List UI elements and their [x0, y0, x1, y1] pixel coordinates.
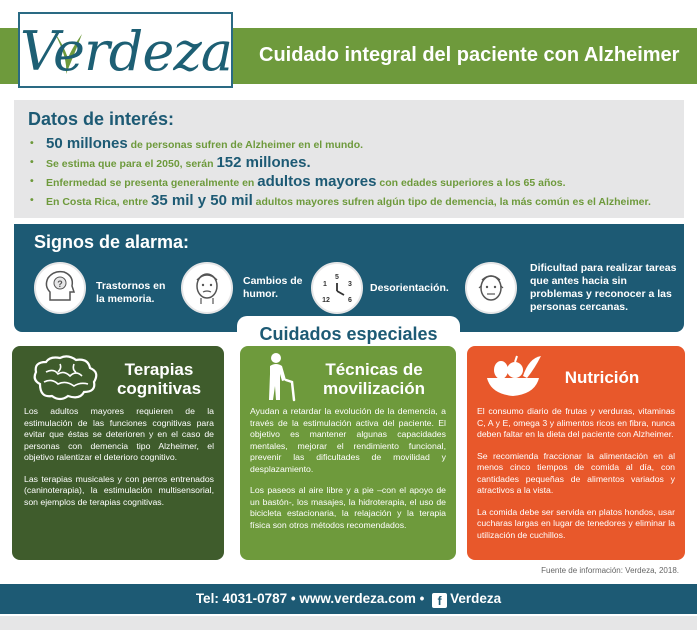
signo-text: Trastornos en la memoria.: [96, 280, 166, 305]
signo-text: Desorientación.: [370, 282, 449, 294]
footer-strip: [0, 616, 697, 630]
datos-title: Datos de interés:: [28, 109, 175, 129]
card-title: Nutrición: [564, 368, 640, 387]
datos-section: [14, 100, 684, 218]
brain-icon: [30, 354, 102, 404]
elderly-face-icon: [465, 262, 517, 314]
head-question-icon: [34, 262, 86, 314]
fruit-bowl-icon: [483, 354, 543, 398]
card-nutricion: [467, 346, 685, 560]
datos-item: • Se estima que para el 2050, serán 152 millones.: [30, 154, 311, 171]
datos-item: • Enfermedad se presenta generalmente en adultos mayores con edades superiores a los 65 años.: [30, 173, 566, 190]
header: [0, 0, 697, 95]
footer-contact[interactable]: Tel: 4031-0787 • www.verdeza.com •: [195, 591, 425, 606]
footer-text: [0, 591, 697, 608]
page-title: Cuidado integral del paciente con Alzheimer: [259, 44, 680, 66]
datos-item: • 50 millones de personas sufren de Alzheimer en el mundo.: [30, 135, 364, 152]
datos-list: [28, 134, 651, 210]
card-body: [477, 406, 675, 551]
logo-text: Verdeza: [20, 20, 232, 83]
logo: [18, 12, 233, 88]
facebook-icon[interactable]: f: [432, 593, 447, 608]
svg-text:?: ?: [57, 279, 63, 289]
bullet-icon: •: [30, 137, 34, 149]
footer-band: [0, 584, 697, 614]
svg-text:12: 12: [322, 297, 330, 304]
card-terapias: [12, 346, 224, 560]
card-paragraph: Ayudan a retardar la evolución de la demencia, a través de la estimulación activa del paciente. El objetivo es mantener algunas capacidades mentales, mejorar el rendimiento funcional, prevenir las dificultades de movilidad y desplazamiento.: [250, 406, 446, 474]
card-body: [24, 406, 214, 518]
bullet-icon: •: [30, 194, 34, 206]
card-paragraph: Los adultos mayores requieren de la estimulación de las funciones cognitivas para evitar que éstas se deterioren y en el caso de personas con demencia tipo Alzheimer, el objetivo ralentizar el deterioro cognitivo.: [24, 406, 214, 462]
clock-icon: [311, 262, 363, 314]
signos-title: Signos de alarma:: [34, 232, 190, 252]
card-paragraph: Se recomienda fraccionar la alimentación en al menos cinco tiempos de comida al día, con cantidades pequeñas de alimentos variados y atractivos a la vista.: [477, 450, 675, 495]
svg-text:5: 5: [335, 274, 339, 281]
footer: [0, 584, 697, 630]
card-title: Terapias cognitivas: [116, 360, 202, 398]
bullet-icon: •: [30, 156, 34, 168]
elderly-cane-icon: [262, 352, 302, 402]
footer-facebook[interactable]: Verdeza: [450, 591, 502, 606]
card-paragraph: Los paseos al aire libre y a pie –con el apoyo de un bastón-, los masajes, la hidroterapia, el uso de bicicleta estacionaria, la relajación y la terapia física son otros métodos recomendados.: [250, 485, 446, 530]
card-body: [250, 406, 446, 541]
card-title: Técnicas de movilización: [322, 360, 426, 398]
svg-text:6: 6: [348, 297, 352, 304]
cuidados-title: Cuidados especiales: [259, 324, 438, 344]
card-paragraph: La comida debe ser servida en platos hondos, usar cucharas largas en lugar de tenedores y eliminar la utilización de cuchillos.: [477, 506, 675, 540]
face-icon: [181, 262, 233, 314]
datos-item: • En Costa Rica, entre 35 mil y 50 mil adultos mayores sufren algún tipo de demencia, la más común es el Alzheimer.: [30, 192, 651, 209]
cuidados-tab: [237, 316, 460, 350]
svg-text:3: 3: [348, 281, 352, 288]
card-paragraph: Las terapias musicales y con perros entrenados (caninoterapia), la estimulación multisensorial, son ejemplos de terapias cognitivas.: [24, 473, 214, 507]
card-movilizacion: [240, 346, 456, 560]
svg-text:1: 1: [323, 281, 327, 288]
source-note: Fuente de información: Verdeza, 2018.: [541, 566, 679, 575]
bullet-icon: •: [30, 175, 34, 187]
signo-text: Cambios de humor.: [243, 275, 303, 300]
card-paragraph: El consumo diario de frutas y verduras, vitaminas C, A y E, omega 3 y alimentos ricos en fibra, nunca deben faltar en la dieta del paciente con Alzheimer.: [477, 406, 675, 439]
signo-text: Dificultad para realizar tareas que antes hacia sin problemas y reconocer a las personas cercanas.: [530, 262, 677, 313]
